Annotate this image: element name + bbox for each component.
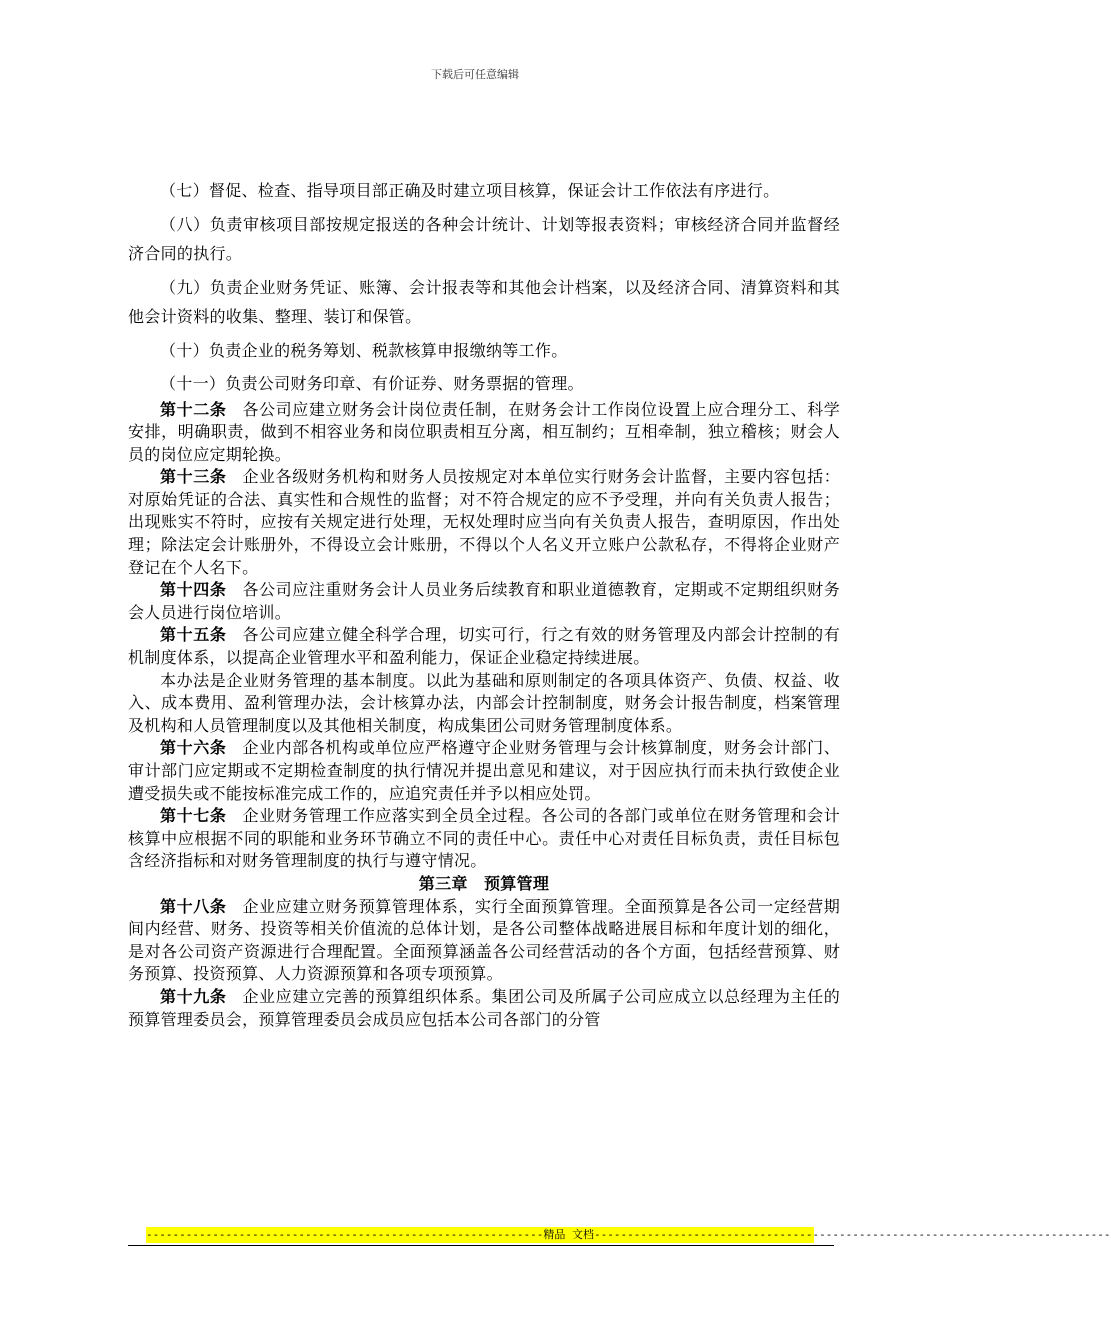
article-16-text: 企业内部各机构或单位应严格遵守企业财务管理与会计核算制度，财务会计部门、审计部门应定期或不定期检查制度的执行情况并提出意见和建议，对于因应执行而未执行致使企业遭受损失或不能按标准完成工作的，应追究责任并予以相应处罚。	[128, 738, 840, 803]
article-15	[128, 624, 840, 669]
article-17-text: 企业财务管理工作应落实到全员全过程。各公司的各部门或单位在财务管理和会计核算中应根据不同的职能和业务环节确立不同的责任中心。责任中心对责任目标负责，责任目标包含经济指标和对财务管理制度的执行与遵守情况。	[128, 806, 840, 871]
article-13-label: 第十三条	[160, 467, 227, 487]
article-15-text: 各公司应建立健全科学合理，切实可行，行之有效的财务管理及内部会计控制的有机制度体系，以提高企业管理水平和盈利能力，保证企业稳定持续进展。	[128, 625, 840, 668]
article-18-text: 企业应建立财务预算管理体系，实行全面预算管理。全面预算是各公司一定经营期间内经营、财务、投资等相关价值流的总体计划，是各公司整体战略进展目标和年度计划的细化，是对各公司资产资源进行合理配置。全面预算涵盖各公司经营活动的各个方面，包括经营预算、财务预算、投资预算、人力资源预算和各项专项预算。	[128, 896, 840, 984]
article-17	[128, 805, 840, 873]
article-15-label: 第十五条	[160, 625, 227, 645]
item-11: （十一）负责公司财务印章、有价证券、财务票据的管理。	[160, 374, 584, 393]
article-13	[128, 466, 840, 579]
chapter-heading: 第三章 预算管理	[418, 873, 550, 893]
article-12-text: 各公司应建立财务会计岗位责任制，在财务会计工作岗位设置上应合理分工、科学安排，明确职责，做到不相容业务和岗位职责相互分离，相互制约；互相牵制，独立稽核；财会人员的岗位应定期轮换。	[128, 399, 840, 464]
article-14-text: 各公司应注重财务会计人员业务后续教育和职业道德教育，定期或不定期组织财务会人员进行岗位培训。	[128, 580, 840, 622]
article-17-label: 第十七条	[160, 806, 227, 826]
article-19-label: 第十九条	[160, 986, 227, 1006]
article-15-continuation: 本办法是企业财务管理的基本制度。以此为基础和原则制定的各项具体资产、负债、权益、收入、成本费用、盈利管理办法，会计核算办法，内部会计控制制度，财务会计报告制度，档案管理及机构和人员管理制度以及其他相关制度，构成集团公司财务管理制度体系。	[128, 670, 840, 735]
article-19-text: 企业应建立完善的预算组织体系。集团公司及所属子公司应成立以总经理为主任的预算管理委员会，预算管理委员会成员应包括本公司各部门的分管	[128, 986, 840, 1029]
article-16	[128, 737, 840, 805]
page-header-note: 下载后可任意编辑	[431, 68, 519, 81]
item-7: （七）督促、检查、指导项目部正确及时建立项目核算，保证会计工作依法有序进行。	[160, 181, 780, 200]
article-18	[128, 896, 840, 986]
footer-watermark-bar: ------------------------------------------------------------精品 文档------------------------------------------------------------------------------	[146, 1228, 1111, 1241]
article-18-label: 第十八条	[160, 896, 227, 916]
document-body	[128, 176, 840, 1031]
article-16-label: 第十六条	[160, 738, 227, 758]
article-12	[128, 399, 840, 467]
article-19	[128, 986, 840, 1031]
article-13-text: 企业各级财务机构和财务人员按规定对本单位实行财务会计监督，主要内容包括：对原始凭证的合法、真实性和合规性的监督；对不符合规定的应不予受理，并向有关负责人报告；出现账实不符时，应按有关规定进行处理，无权处理时应当向有关负责人报告，查明原因，作出处理；除法定会计账册外，不得设立会计账册，不得以个人名义开立账户公款私存，不得将企业财产登记在个人名下。	[128, 467, 840, 577]
item-10: （十）负责企业的税务筹划、税款核算申报缴纳等工作。	[160, 340, 568, 360]
article-14-label: 第十四条	[160, 580, 227, 600]
article-14	[128, 579, 840, 624]
article-12-label: 第十二条	[160, 399, 227, 419]
item-9: （九）负责企业财务凭证、账簿、会计报表等和其他会计档案，以及经济合同、清算资料和其他会计资料的收集、整理、装订和保管。	[128, 277, 840, 326]
footer-divider	[128, 1245, 834, 1246]
item-8: （八）负责审核项目部按规定报送的各种会计统计、计划等报表资料；审核经济合同并监督经济合同的执行。	[128, 214, 840, 263]
